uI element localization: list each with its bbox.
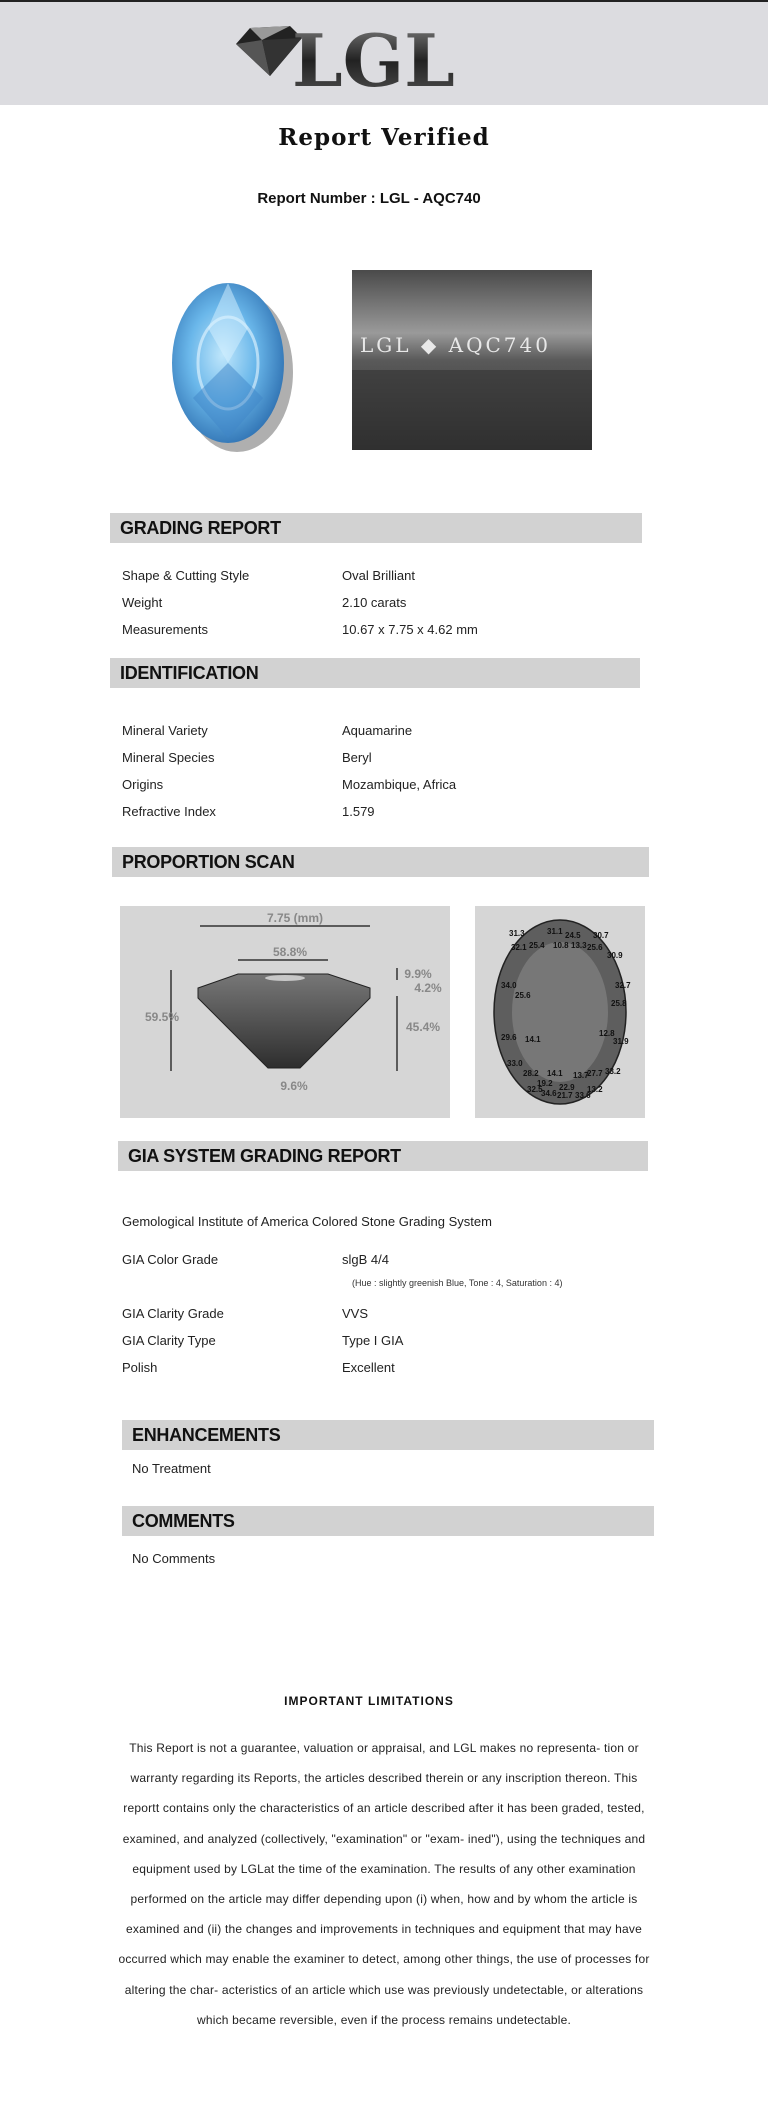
table-pct-label: 58.8% <box>272 945 308 959</box>
top-view-value: 31.3 <box>509 929 525 938</box>
top-view-value: 14.1 <box>547 1069 563 1078</box>
proportion-scan-header: PROPORTION SCAN <box>112 847 649 877</box>
top-view-value: 13.2 <box>587 1085 603 1094</box>
top-view-value: 29.6 <box>501 1033 517 1042</box>
shape-label: Shape & Cutting Style <box>122 568 250 583</box>
inscription-text: LGL ◆ AQC740 <box>360 333 551 357</box>
top-view-value: 33.0 <box>507 1059 523 1068</box>
gia-color-grade-label: GIA Color Grade <box>122 1252 219 1267</box>
top-view-value: 19.2 <box>537 1079 553 1088</box>
inscription-photo <box>352 270 592 450</box>
report-number: Report Number : LGL - AQC740 <box>257 190 481 207</box>
limitations-heading: IMPORTANT LIMITATIONS <box>284 1694 454 1708</box>
mineral-species-value: Beryl <box>342 750 372 765</box>
grading-report-header: GRADING REPORT <box>110 513 642 543</box>
enhancements-text: No Treatment <box>132 1461 211 1476</box>
top-view-value: 32.1 <box>511 943 527 952</box>
gia-header: GIA SYSTEM GRADING REPORT <box>118 1141 648 1171</box>
culet-label: 9.6% <box>280 1079 308 1093</box>
top-view-value: 31.1 <box>547 927 563 936</box>
gia-clarity-grade-label: GIA Clarity Grade <box>122 1306 224 1321</box>
proportion-profile-diagram <box>120 906 450 1118</box>
top-view-value: 14.1 <box>525 1035 541 1044</box>
top-view-value: 27.7 <box>587 1069 603 1078</box>
comments-header: COMMENTS <box>122 1506 654 1536</box>
enhancements-header: ENHANCEMENTS <box>122 1420 654 1450</box>
mineral-variety-value: Aquamarine <box>342 723 413 738</box>
top-view-value: 33.6 <box>575 1091 591 1100</box>
header-banner <box>0 2 768 105</box>
shape-value: Oval Brilliant <box>342 568 415 583</box>
gia-system-text: Gemological Institute of America Colored Stone Grading System <box>122 1214 492 1229</box>
polish-value: Excellent <box>342 1360 395 1375</box>
top-view-value: 30.7 <box>593 931 609 940</box>
measurements-value: 10.67 x 7.75 x 4.62 mm <box>342 622 478 637</box>
gem-photo <box>133 268 323 458</box>
top-view-value: 13.7 <box>573 1071 589 1080</box>
top-view-value: 32.5 <box>527 1085 543 1094</box>
crown-height-label: 9.9% <box>404 967 432 981</box>
weight-value: 2.10 carats <box>342 595 407 610</box>
top-view-value: 25.6 <box>515 991 531 1000</box>
origins-value: Mozambique, Africa <box>342 777 457 792</box>
total-depth-label: 59.5% <box>144 1010 180 1024</box>
top-view-value: 32.7 <box>615 981 631 990</box>
logo-text: LGL <box>292 18 455 96</box>
origins-label: Origins <box>122 777 164 792</box>
width-label: 7.75 (mm) <box>266 911 324 925</box>
hue-note: (Hue : slightly greenish Blue, Tone : 4, Saturation : 4) <box>352 1278 563 1288</box>
gia-color-grade-value: slgB 4/4 <box>342 1252 389 1267</box>
pavilion-depth-label: 45.4% <box>405 1020 441 1034</box>
top-view-value: 30.9 <box>607 951 623 960</box>
proportion-top-view-diagram <box>475 906 645 1118</box>
page-title: Report Verified <box>278 124 490 151</box>
girdle-label: 4.2% <box>414 981 442 995</box>
weight-label: Weight <box>122 595 163 610</box>
lgl-logo <box>232 16 492 96</box>
top-view-value: 10.8 <box>553 941 569 950</box>
mineral-variety-label: Mineral Variety <box>122 723 208 738</box>
top-view-value: 22.9 <box>559 1083 575 1092</box>
identification-header: IDENTIFICATION <box>110 658 640 688</box>
top-view-value: 25.6 <box>587 943 603 952</box>
gia-clarity-type-value: Type I GIA <box>342 1333 404 1348</box>
top-view-value: 34.6 <box>541 1089 557 1098</box>
gia-clarity-grade-value: VVS <box>342 1306 369 1321</box>
gia-clarity-type-label: GIA Clarity Type <box>122 1333 216 1348</box>
refractive-index-value: 1.579 <box>342 804 375 819</box>
comments-text: No Comments <box>132 1551 216 1566</box>
measurements-label: Measurements <box>122 622 208 637</box>
top-view-value: 25.4 <box>529 941 545 950</box>
top-view-value: 31.9 <box>613 1037 629 1046</box>
top-view-value: 28.2 <box>523 1069 539 1078</box>
mineral-species-label: Mineral Species <box>122 750 215 765</box>
limitations-text: This Report is not a guarantee, valuation or appraisal, and LGL makes no representa- tion or warranty regarding its Reports, the articles described therein or any inscription thereon. This reportt contains only the characteristics of an article described after it has been graded, tested, examined, and analyzed (collectively, "examination" or "exam- ined"), using the techniques and equipment used by LGLat the time of the examination. The results of any other examination performed on the article may differ depending upon (i) when, how and by whom the article is examined and (ii) the changes and improvements in techniques and equipment that may have occurred which may enable the examiner to detect, among other things, the use of processes for altering the char- acteristics of an article which use was previously undetectable, or alterations which became reversible, even if the process remains undetectable. <box>118 1741 650 2027</box>
top-view-value: 25.8 <box>611 999 627 1008</box>
top-view-value: 12.8 <box>599 1029 615 1038</box>
refractive-index-label: Refractive Index <box>122 804 216 819</box>
top-view-value: 24.5 <box>565 931 581 940</box>
top-view-value: 21.7 <box>557 1091 573 1100</box>
top-view-value: 13.3 <box>571 941 587 950</box>
top-view-value: 34.0 <box>501 981 517 990</box>
top-view-value: 33.2 <box>605 1067 621 1076</box>
polish-label: Polish <box>122 1360 158 1375</box>
